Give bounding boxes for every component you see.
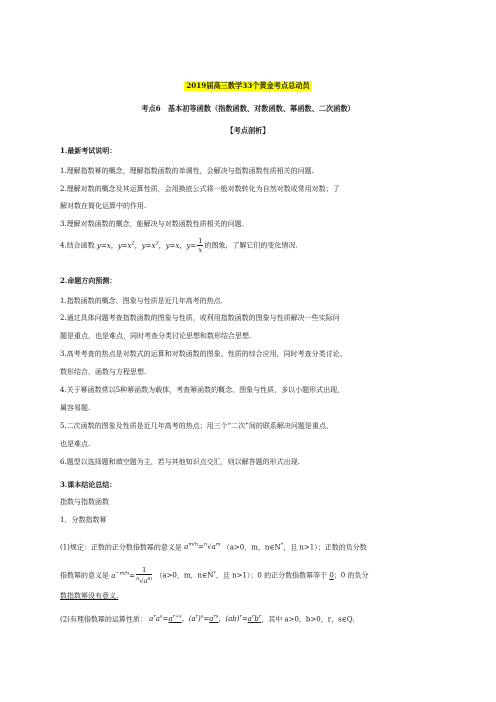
section-1-heading: 1.最新考试说明：: [60, 146, 117, 155]
function-list-formula: y=x，$y=x^2$，$y=x^3$，y=x，y=: [96, 240, 197, 250]
s1-item-4-tail: 的图象，了解它们的变化情况.: [204, 241, 298, 250]
title-row: [0, 73, 496, 92]
s3-para-3-text: 数指数幂没有意义.: [60, 592, 119, 600]
section-heading: 【考点剖析】: [226, 126, 270, 135]
s2-item-4-cont: 属容易题.: [60, 404, 91, 412]
s3-para-2-lead: 指数幂的意义是: [60, 571, 109, 580]
zero-answer: 0: [329, 571, 334, 580]
s2-item-2-cont: 题是重点，也是难点，同时考查分类讨论思想和数形结合思想.: [60, 332, 252, 340]
s3-para-3: [60, 591, 444, 602]
s3-subheading-2: 1．分数指数幂: [60, 516, 107, 524]
s1-item-4-lead: 4.结合函数: [60, 241, 95, 250]
s2-item-1: 1.指数函数的概念、图象与性质是近几年高考的热点.: [60, 297, 223, 305]
s3-para-2-tail: ；0 的负分: [333, 571, 369, 580]
s2-item-5-cont: 也是难点.: [60, 440, 91, 448]
s2-item-2: 2.通过具体问题考查指数函数的图象与性质，或利用指数函数的图象与性质解决一些实际问: [60, 314, 340, 322]
s2-item-6: 6.题型以选择题和填空题为主，若与其他知识点交汇，则以解答题的形式出现.: [60, 458, 300, 466]
s2-item-4: 4.关于幂函数常以5种幂函数为载体，考查幂函数的概念、图象与性质，多以小题形式出现，: [60, 386, 345, 394]
section-3-heading: 3.课本结论总结：: [60, 480, 117, 489]
document-title: 2019届高三数学33个黄金考点总动员: [186, 81, 310, 90]
s2-item-5: 5.二次函数的图象及性质是近几年高考的热点；用三个“二次”间的联系解决问题是重点，: [60, 422, 333, 430]
s3-para-1-cond: （a>0，m，n∈N: [222, 543, 281, 552]
s1-item-1: 1.理解指数幂的概念，理解指数函数的单调性，会解决与指数函数性质相关的问题.: [60, 167, 314, 175]
positive-fraction-exponent-formula: $a^{m/n}=^n√a^m$: [184, 542, 221, 552]
s3-para-1-tail: ，且 n>1）；正数的负分数: [283, 543, 367, 552]
document-subtitle: 考点6 基本初等函数（指数函数、对数函数、幂函数、二次函数）: [141, 104, 355, 113]
s1-item-2: 2.理解对数的概念及其运算性质，会用换底公式将一般对数转化为自然对数或常用对数；了: [60, 185, 340, 193]
section-2-heading: 2.命题方向预测：: [60, 276, 117, 285]
s3-para-4-tail: ，其中 a>0，b>0，r，s∈Q.: [261, 615, 355, 624]
s2-item-3: 3.高考考查的热点是对数式的运算和对数函数的图象、性质的综合应用，同时考查分类讨论、: [60, 350, 347, 358]
s2-item-3-cont: 数形结合、函数与方程思想.: [60, 368, 147, 376]
s3-para-1-lead: (1)规定：正数的正分数指数幂的意义是: [60, 543, 182, 552]
s3-para-4: [60, 612, 444, 625]
negative-exponent-fraction: $\frac{1}{^n√a^m}$: [136, 566, 153, 586]
s3-para-2: 指数幂的意义是 $a^{-m/n}=$ $\frac{1}{^n√a^m}$ （a>0，m，n∈N*，且 n>1）；0 的正分数指数幂等于 0；0 的负分: [60, 566, 369, 586]
s1-item-4: [60, 237, 444, 254]
exponent-rules-formula: $a^ra^s=a^{r+s}$，$(a^r)^s=a^{rs}$，$(ab)^r=a^rb^r$: [149, 614, 262, 624]
s3-para-4-lead: (2)有理指数幂的运算性质：: [60, 615, 147, 624]
s1-item-3: 3.理解对数函数的概念，能解决与对数函数性质相关的问题.: [60, 220, 244, 228]
s1-item-2-cont: 解对数在简化运算中的作用.: [60, 202, 147, 210]
negative-fraction-exponent-formula: $a^{-m/n}=$: [111, 570, 136, 580]
s3-para-1: (1)规定：正数的正分数指数幂的意义是 $a^{m/n}=^n√a^m$ （a>0，m，n∈N*，且 n>1）；正数的负分数: [60, 542, 367, 552]
s3-para-2-cond: （a>0，m，n∈N: [155, 571, 214, 580]
reciprocal-fraction: $\frac{1}{x}$: [198, 237, 203, 254]
s3-para-2-mid: ，且 n>1）；0 的正分数指数幂等于: [215, 571, 328, 580]
s3-subheading-1: 指数与指数函数: [60, 498, 109, 506]
